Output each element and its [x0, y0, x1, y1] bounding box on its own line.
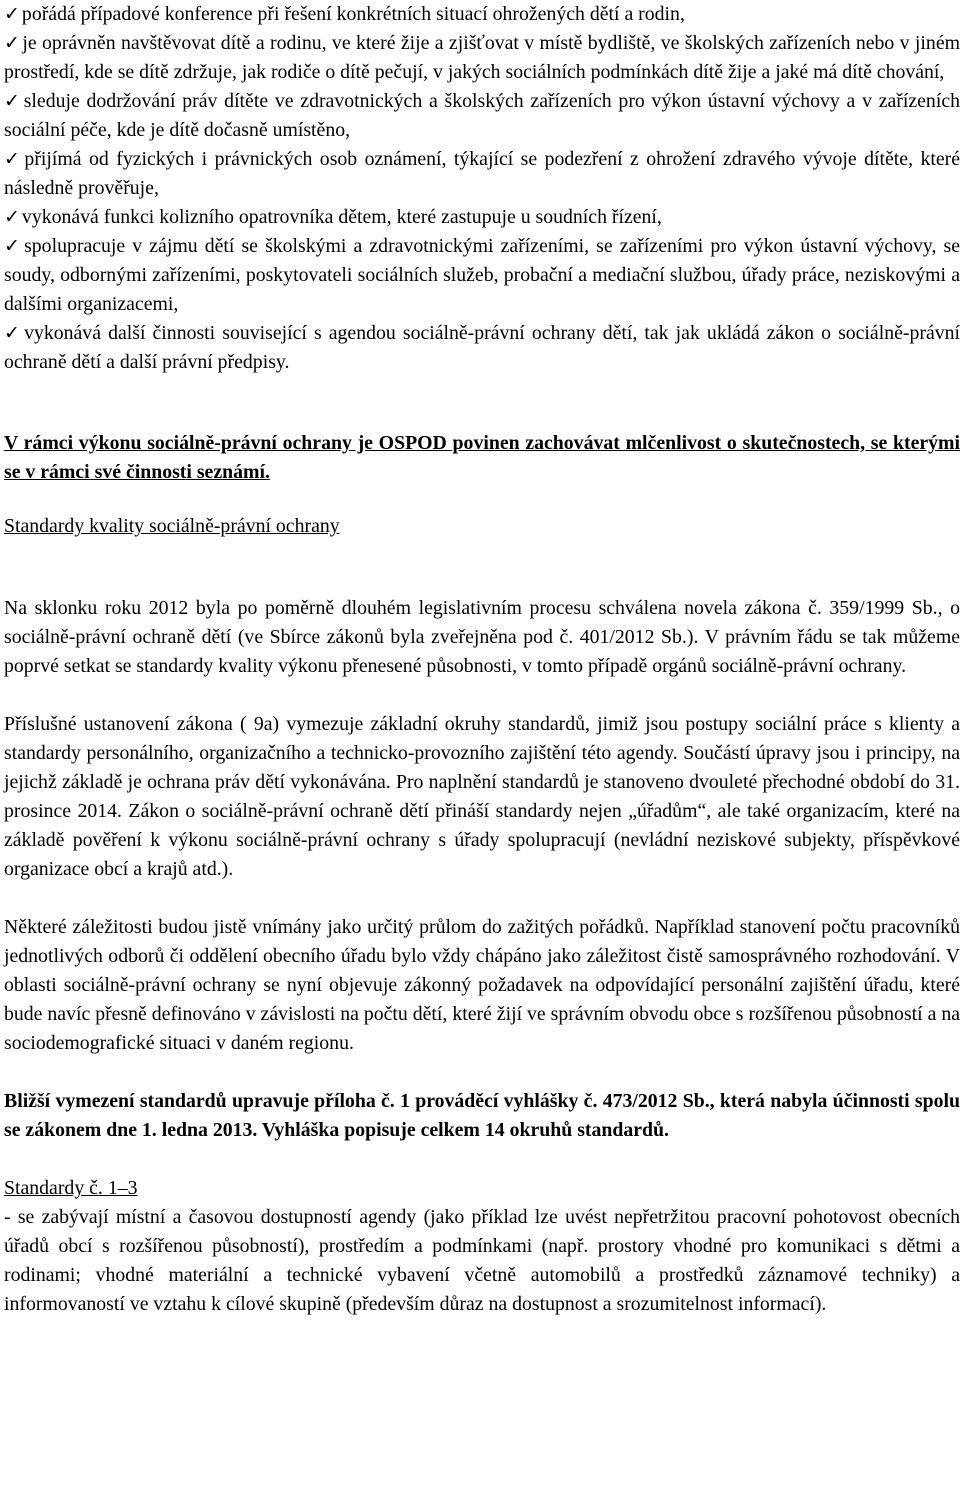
standard-1-3-text: - se zabývají místní a časovou dostupností agendy (jako příklad lze uvést nepřetržitou pracovní pohotovost obecních úřadů obcí s rozšířenou působností), prostředím a podmínkami (např. prostory vhodné pro komunikaci s dětmi a rodinami; vhodné materiální a technické vybavení včetně automobilů a prostředků záznamové techniky) a informovaností ve vztahu k cílové skupině (především důraz na dostupnost a srozumitelnost informací).: [4, 1206, 960, 1315]
paragraph-provisions: Příslušné ustanovení zákona ( 9a) vymezuje základní okruhy standardů, jimiž jsou postupy sociální práce s klienty a standardy personálního, organizačního a technicko-provozního zajištění této agendy. Součástí úpravy jsou i principy, na jejichž základě je ochrana práv dětí vykonávána. Pro naplnění standardů je stanoveno dvouleté přechodné období do 31. prosince 2014. Zákon o sociálně-právní ochraně dětí přináší standardy nejen „úřadům“, ale také organizacím, které na základě pověření k výkonu sociálně-právní ochrany s úřady spolupracují (nevládní neziskové subjekty, příspěvkové organizace obcí a krajů atd.).: [4, 713, 960, 880]
checkmark-icon: ✓: [4, 148, 23, 170]
checkmark-icon: ✓: [4, 3, 20, 25]
checkmark-icon: ✓: [4, 32, 21, 54]
list-item: ✓ sleduje dodržování práv dítěte ve zdravotnických a školských zařízeních pro výkon ústavní výchovy a v zařízeních sociální péče, kde je dítě dočasně umístěno,: [4, 90, 960, 141]
checkmark-icon: ✓: [4, 322, 23, 344]
list-item: ✓ je oprávněn navštěvovat dítě a rodinu, ve které žije a zjišťovat v místě bydliště, ve školských zařízeních nebo v jiném prostředí, kde se dítě zdržuje, jak rodiče o dítě pečují, v jakých sociálních podmínkách dítě žije a jaké má dítě chování,: [4, 32, 960, 83]
standard-1-3-heading: Standardy č. 1–3: [4, 1177, 138, 1199]
list-item: ✓ přijímá od fyzických i právnických osob oznámení, týkající se podezření z ohrožení zdravého vývoje dítěte, které následně prověřuje,: [4, 148, 960, 199]
confidentiality-statement: V rámci výkonu sociálně-právní ochrany je OSPOD povinen zachovávat mlčenlivost o skutečnostech, se kterými se v rámci své činnosti seznámí.: [4, 432, 960, 483]
standards-heading: Standardy kvality sociálně-právní ochrany: [4, 515, 340, 537]
checkmark-icon: ✓: [4, 235, 23, 257]
checkmark-icon: ✓: [4, 90, 22, 112]
list-item: ✓ pořádá případové konference při řešení konkrétních situací ohrožených dětí a rodin,: [4, 3, 685, 25]
list-item: ✓ spolupracuje v zájmu dětí se školskými a zdravotnickými zařízeními, se zařízeními pro výkon ústavní výchovy, se soudy, odbornými zařízeními, poskytovateli sociálních služeb, probační a mediační službou, úřady práce, neziskovými a dalšími organizacemi,: [4, 235, 960, 315]
paragraph-staffing: Některé záležitosti budou jistě vnímány jako určitý průlom do zažitých pořádků. Například stanovení počtu pracovníků jednotlivých odborů či oddělení obecního úřadu bylo vždy chápáno jako záležitost čistě samosprávného rozhodování. V oblasti sociálně-právní ochrany se nyní objevuje zákonný požadavek na odpovídající personální zajištění úřadu, které bude navíc přesně definováno v závislosti na počtu dětí, které žijí ve správním obvodu obce s rozšířenou působností a na sociodemografické situaci v daném regionu.: [4, 916, 960, 1054]
list-item: ✓ vykonává funkci kolizního opatrovníka dětem, které zastupuje u soudních řízení,: [4, 206, 662, 228]
paragraph-amendment: Na sklonku roku 2012 byla po poměrně dlouhém legislativním procesu schválena novela zákona č. 359/1999 Sb., o sociálně-právní ochraně dětí (ve Sbírce zákonů byla zveřejněna pod č. 401/2012 Sb.). V právním řádu se tak můžeme poprvé setkat se standardy kvality výkonu přenesené působnosti, v tomto případě orgánů sociálně-právní ochrany.: [4, 597, 960, 677]
duties-list: [4, 0, 960, 377]
checkmark-icon: ✓: [4, 206, 20, 228]
paragraph-decree: Bližší vymezení standardů upravuje příloha č. 1 prováděcí vyhlášky č. 473/2012 Sb., která nabyla účinnosti spolu se zákonem dne 1. ledna 2013. Vyhláška popisuje celkem 14 okruhů standardů.: [4, 1090, 960, 1141]
list-item: ✓ vykonává další činnosti související s agendou sociálně-právní ochrany dětí, tak jak ukládá zákon o sociálně-právní ochraně dětí a další právní předpisy.: [4, 322, 960, 373]
